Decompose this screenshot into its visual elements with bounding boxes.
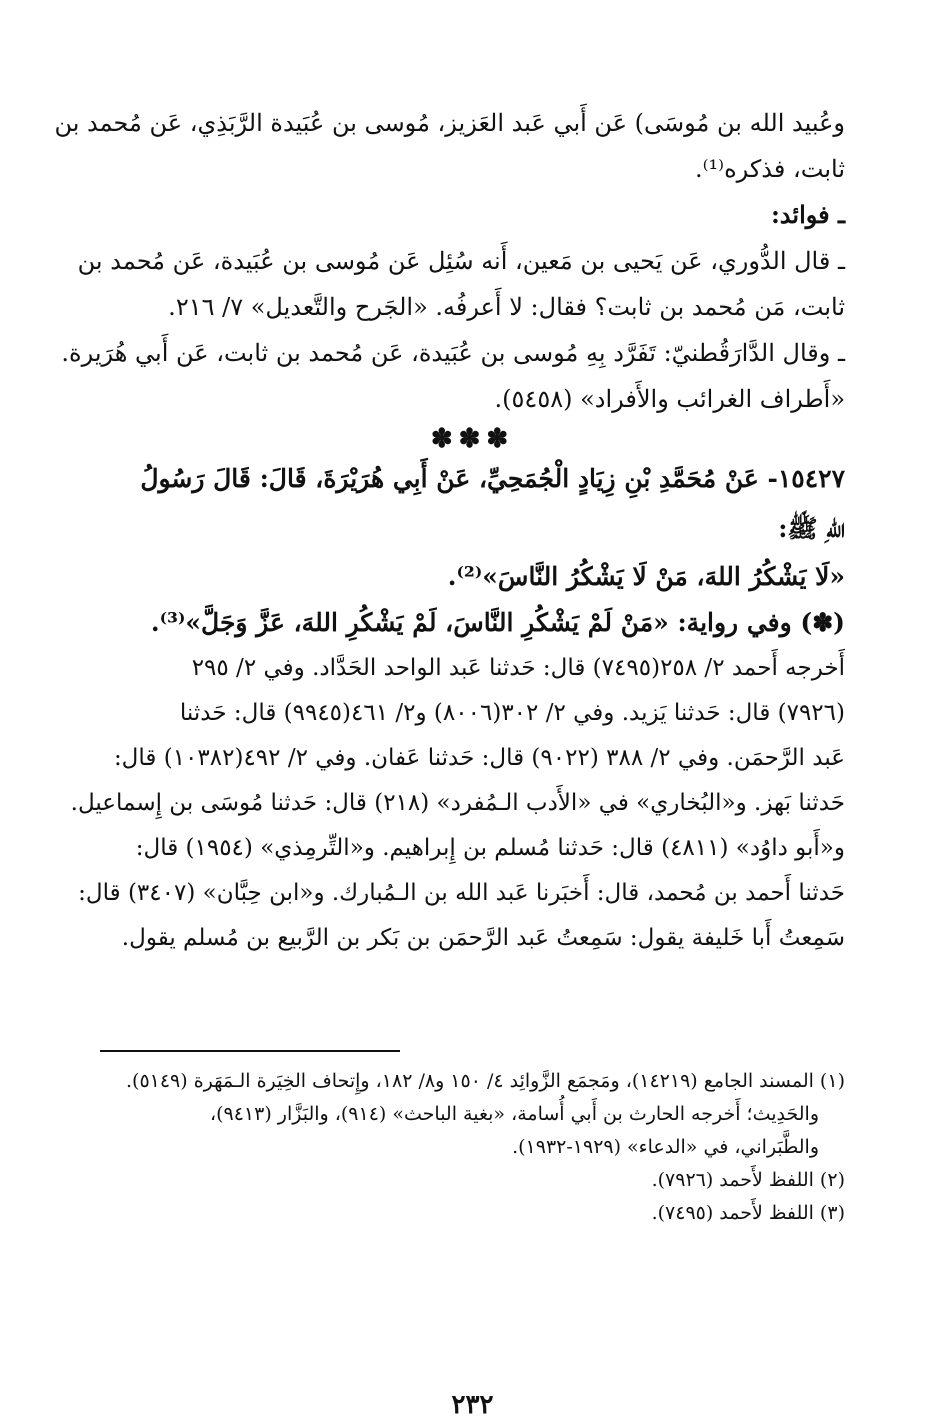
fawaid-heading: ـ فوائد: [770, 200, 845, 229]
page-content [54, 100, 845, 1420]
text-line: و«أَبو داوُد» (٤٨١١) قال: حَدثنا مُسلم بن إِبراهيم. و«التِّرمِذي» (١٩٥٤) قال: [135, 835, 845, 861]
hadith-text: «لَا يَشْكُرُ اللهَ، مَنْ لَا يَشْكُرُ النَّاسَ»⁽²⁾. [447, 562, 845, 591]
text-line: عَبد الرَّحمَن. وفي ٢/ ٣٨٨ (٩٠٢٢) قال: حَدثنا عَفان. وفي ٢/ ٤٩٢(١٠٣٨٢) قال: [113, 745, 845, 771]
text-line: ثابت، فذكره⁽¹⁾. [695, 155, 845, 183]
hadith-matn [100, 554, 845, 646]
text-line: وعُبيد الله بن مُوسَى) عَن أَبي عَبد العَزيز، مُوسى بن عُبَيدة الرَّبَذِي، عَن مُحمد بن [54, 109, 845, 137]
section-separator: ✽✽✽ [430, 424, 515, 454]
footnote-line: (٣) اللفظ لأَحمد (٧٤٩٥). [651, 1202, 845, 1224]
footnote-line: والطَّبَراني، في «الدعاء» (١٩٢٩-١٩٣٢). [512, 1136, 819, 1158]
hadith-riwaya: (✽) وفي رواية: «مَنْ لَمْ يَشْكُرِ النَّاسَ، لَمْ يَشْكُرِ اللهَ، عَزَّ وَجَلَّ»⁽³⁾. [150, 608, 845, 637]
intro-paragraph [54, 100, 845, 192]
text-line: ـ قال الدُّوري، عَن يَحيى بن مَعين، أَنه سُئِل عَن مُوسى بن عُبَيدة، عَن مُحمد بن [77, 247, 845, 275]
text-line: ـ وقال الدَّارَقُطنيّ: تَفَرَّد بِهِ مُوسى بن عُبَيدة، عَن مُحمد بن ثابت، عَن أَبي هُرَيرة. [61, 339, 845, 367]
fawaid-section [61, 192, 845, 422]
text-line: أَخرجه أَحمد ٢/ ٢٥٨(٧٤٩٥) قال: حَدثنا عَبد الواحد الحَدَّاد. وفي ٢/ ٢٩٥ [191, 655, 845, 681]
text-line: سَمِعتُ أَبا خَليفة يقول: سَمِعتُ عَبد الرَّحمَن بن بَكر بن الرَّبيع بن مُسلم يقول. [121, 925, 845, 951]
takhrij-paragraph [70, 646, 845, 961]
hadith-block [100, 454, 845, 554]
text-line: «أَطراف الغرائب والأَفراد» (٥٤٥٨). [494, 385, 845, 413]
footnotes [100, 1065, 845, 1230]
text-line: حَدثنا أَحمد بن مُحمد، قال: أَخبَرنا عَبد الله بن الـمُبارك. و«ابن حِبَّان» (٣٤٠٧) قال: [78, 880, 845, 906]
footnote-line: (١) المسند الجامع (١٤٢١٩)، ومَجمَع الزَّوائِد ٤/ ١٥٠ و٨/ ١٨٢، وإِتحاف الخِيَرة الـمَهَرة (٥١٤٩). [125, 1070, 845, 1092]
footnote-line: والحَدِيث؛ أَخرجه الحارث بن أَبي أُسامة، «بغية الباحث» (٩١٤)، والبَزَّار (٩٤١٣)، [209, 1103, 819, 1125]
text-line: (٧٩٢٦) قال: حَدثنا يَزيد. وفي ٢/ ٣٠٢(٨٠٠٦) و٢/ ٤٦١(٩٩٤٥) قال: حَدثنا [179, 700, 845, 726]
footnote-divider [100, 1050, 400, 1052]
footnote-line: (٢) اللفظ لأَحمد (٧٩٢٦). [651, 1169, 845, 1191]
hadith-line: ١٥٤٢٧- عَنْ مُحَمَّدِ بْنِ زِيَادٍ الْجُمَحِيِّ، عَنْ أَبِي هُرَيْرَةَ، قَالَ: قَالَ رَسُولُ [140, 464, 845, 493]
text-line: ثابت، مَن مُحمد بن ثابت؟ فقال: لا أَعرفُه. «الجَرح والتَّعديل» ٧/ ٢١٦. [168, 293, 845, 321]
hadith-line: اللهِ ﷺ: [778, 514, 845, 543]
text-line: حَدثنا بَهز. و«البُخاري» في «الأَدب الـمُفرد» (٢١٨) قال: حَدثنا مُوسَى بن إِسماعيل. [70, 790, 845, 816]
page-number: ٢٣٢ [451, 1390, 494, 1420]
